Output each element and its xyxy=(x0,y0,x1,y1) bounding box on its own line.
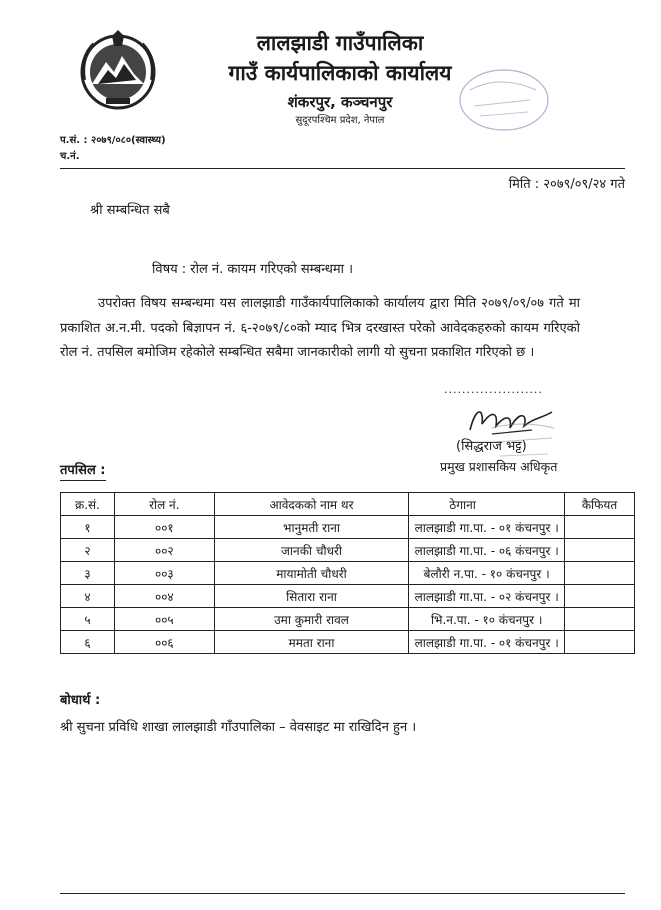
footer-divider xyxy=(60,893,625,894)
organization-name: लालझाडी गाउँपालिका xyxy=(256,31,424,55)
cell-applicant-name: जानकी चौधरी xyxy=(214,539,409,562)
reference-number: प.सं. : २०७९/०८०(स्वास्थ्य) xyxy=(60,135,166,146)
table-row xyxy=(61,631,635,654)
cell-serial: ६ xyxy=(61,631,115,654)
government-emblem-icon xyxy=(76,28,160,112)
cell-address: बेलौरी न.पा. - १० कंचनपुर । xyxy=(409,562,565,585)
column-header-roll-no: रोल नं. xyxy=(114,493,214,516)
office-name: गाउँ कार्यपालिकाको कार्यालय xyxy=(228,61,452,85)
addressee: श्री सम्बन्धित सबै xyxy=(90,203,170,218)
cell-applicant-name: सितारा राना xyxy=(214,585,409,608)
letter-date: मिति : २०७९/०९/२४ गते xyxy=(508,177,625,192)
letter-subject: विषय : रोल नं. कायम गरिएको सम्बन्धमा । xyxy=(152,262,354,277)
signatory-name: (सिद्धराज भट्ट) xyxy=(456,439,527,454)
header-divider xyxy=(60,168,625,169)
cell-address: भि.न.पा. - १० कंचनपुर । xyxy=(409,608,565,631)
cc-label: बोधार्थ : xyxy=(60,693,101,708)
table-row xyxy=(61,516,635,539)
cc-text: श्री सुचना प्रविधि शाखा लालझाडी गाँउपालिका – वेवसाइट मा राखिदिन हुन । xyxy=(60,720,417,735)
cell-roll-no: ००२ xyxy=(114,539,214,562)
cell-address: लालझाडी गा.पा. - ०१ कंचनपुर । xyxy=(409,631,565,654)
cell-roll-no: ००४ xyxy=(114,585,214,608)
letter-body: उपरोक्त विषय सम्बन्धमा यस लालझाडी गाउँकार्यपालिकाको कार्यालय द्वारा मिति २०७९/०९/०७ गते मा प्रकाशित अ.न.मी. पदको बिज्ञापन नं. ६-२०७९/८०को म्याद भित्र दरखास्त परेको आवेदकहरुको कायम गरिएको रोल नं. तपसिल बमोजिम रहेकोले सम्बन्धित सबैमा जानकारीको लागी यो सुचना प्रकाशित गरिएको छ । xyxy=(60,296,580,360)
cell-remarks xyxy=(565,631,635,654)
signatory-title: प्रमुख प्रशासकिय अधिकृत xyxy=(440,459,558,474)
table-row xyxy=(61,608,635,631)
roll-number-table xyxy=(60,492,635,654)
cell-serial: ५ xyxy=(61,608,115,631)
cell-serial: १ xyxy=(61,516,115,539)
column-header-applicant-name: आवेदकको नाम थर xyxy=(214,493,409,516)
cell-remarks xyxy=(565,608,635,631)
office-location: शंकरपुर, कञ्चनपुर xyxy=(287,93,393,111)
column-header-address: ठेगाना xyxy=(409,493,565,516)
table-header-row xyxy=(61,493,635,516)
cell-applicant-name: भानुमती राना xyxy=(214,516,409,539)
cell-remarks xyxy=(565,539,635,562)
cell-remarks xyxy=(565,516,635,539)
cell-serial: २ xyxy=(61,539,115,562)
cell-address: लालझाडी गा.पा. - ०१ कंचनपुर । xyxy=(409,516,565,539)
cell-applicant-name: ममता राना xyxy=(214,631,409,654)
cell-roll-no: ००६ xyxy=(114,631,214,654)
signature-line: ...................... xyxy=(444,383,543,396)
column-header-serial: क्र.सं. xyxy=(61,493,115,516)
table-row xyxy=(61,585,635,608)
cell-serial: ३ xyxy=(61,562,115,585)
cell-remarks xyxy=(565,562,635,585)
office-province: सुदूरपश्चिम प्रदेश, नेपाल xyxy=(295,115,385,126)
cell-remarks xyxy=(565,585,635,608)
cell-applicant-name: उमा कुमारी रावल xyxy=(214,608,409,631)
cell-applicant-name: मायामोती चौधरी xyxy=(214,562,409,585)
table-row xyxy=(61,539,635,562)
cell-address: लालझाडी गा.पा. - ०६ कंचनपुर । xyxy=(409,539,565,562)
office-stamp-icon xyxy=(440,60,560,140)
cell-serial: ४ xyxy=(61,585,115,608)
table-heading: तपसिल : xyxy=(60,462,106,481)
cell-roll-no: ००१ xyxy=(114,516,214,539)
cell-address: लालझाडी गा.पा. - ०२ कंचनपुर । xyxy=(409,585,565,608)
table-row xyxy=(61,562,635,585)
column-header-remarks: कैफियत xyxy=(565,493,635,516)
dispatch-number: च.नं. xyxy=(60,151,80,162)
cell-roll-no: ००३ xyxy=(114,562,214,585)
cell-roll-no: ००५ xyxy=(114,608,214,631)
